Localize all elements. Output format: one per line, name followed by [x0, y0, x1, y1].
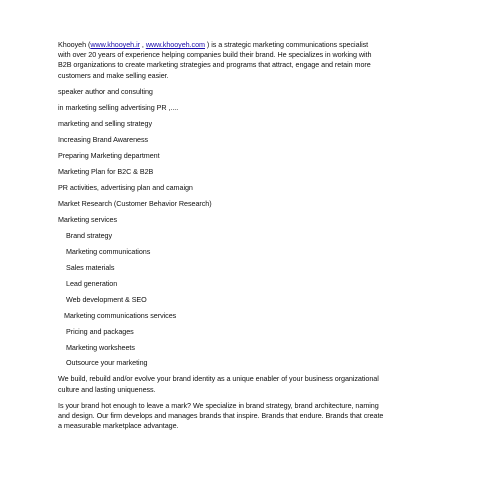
open-paren: (: [86, 40, 91, 49]
list-item: in marketing selling advertising PR ,....: [58, 102, 179, 112]
closing-paragraph-2: [58, 401, 446, 432]
closing-1-line-2: culture and lasting uniqueness.: [58, 384, 156, 394]
intro-text-1: ) is a strategic marketing communications specialist: [204, 40, 369, 49]
service-item: Lead generation: [66, 278, 118, 288]
list-item: Increasing Brand Awareness: [58, 134, 149, 144]
list-item: Preparing Marketing department: [58, 150, 160, 160]
service-item: Marketing communications: [66, 246, 151, 256]
list-item: Marketing Plan for B2C & B2B: [58, 166, 154, 176]
service-item: Brand strategy: [66, 230, 113, 240]
list-item: PR activities, advertising plan and camaign: [58, 182, 193, 192]
service-item: Sales materials: [66, 262, 115, 272]
service-item: Web development & SEO: [66, 294, 147, 304]
services-heading: Marketing services: [58, 214, 118, 224]
closing-paragraph-1: [58, 374, 446, 394]
intro-paragraph: [58, 40, 446, 81]
intro-line-4: customers and make selling easier.: [58, 70, 169, 80]
service-item: Pricing and packages: [66, 326, 134, 336]
closing-2-line-2: and design. Our firm develops and manages brands that inspire. Brands that endure. Brands that create: [58, 411, 384, 421]
list-item: Market Research (Customer Behavior Research): [58, 198, 212, 208]
link-khooyeh-com[interactable]: www.khooyeh.com: [145, 40, 205, 49]
link-khooyeh-ir[interactable]: www.khooyeh.ir: [90, 40, 140, 49]
service-item: Marketing worksheets: [66, 342, 135, 352]
service-item: Outsource your marketing: [66, 358, 148, 368]
intro-line-2: with over 20 years of experience helping companies build their brand. He specializes in working with: [58, 50, 372, 60]
intro-line-3: B2B organizations to create marketing strategies and programs that attract, engage and retain more: [58, 60, 371, 70]
service-item: Marketing communications services: [64, 310, 177, 320]
closing-2-line-3: a measurable marketplace advantage.: [58, 421, 179, 431]
closing-2-line-1: Is your brand hot enough to leave a mark? We specialize in brand strategy, brand architecture, naming: [58, 400, 379, 410]
brand-name: Khooyeh: [58, 40, 87, 49]
list-item: speaker author and consulting: [58, 86, 153, 96]
document-page: [58, 40, 446, 431]
link-separator: ,: [139, 40, 146, 49]
closing-1-line-1: We build, rebuild and/or evolve your brand identity as a unique enabler of your business organizational: [58, 374, 379, 384]
list-item: marketing and selling strategy: [58, 118, 152, 128]
intro-line-1: [58, 40, 446, 50]
